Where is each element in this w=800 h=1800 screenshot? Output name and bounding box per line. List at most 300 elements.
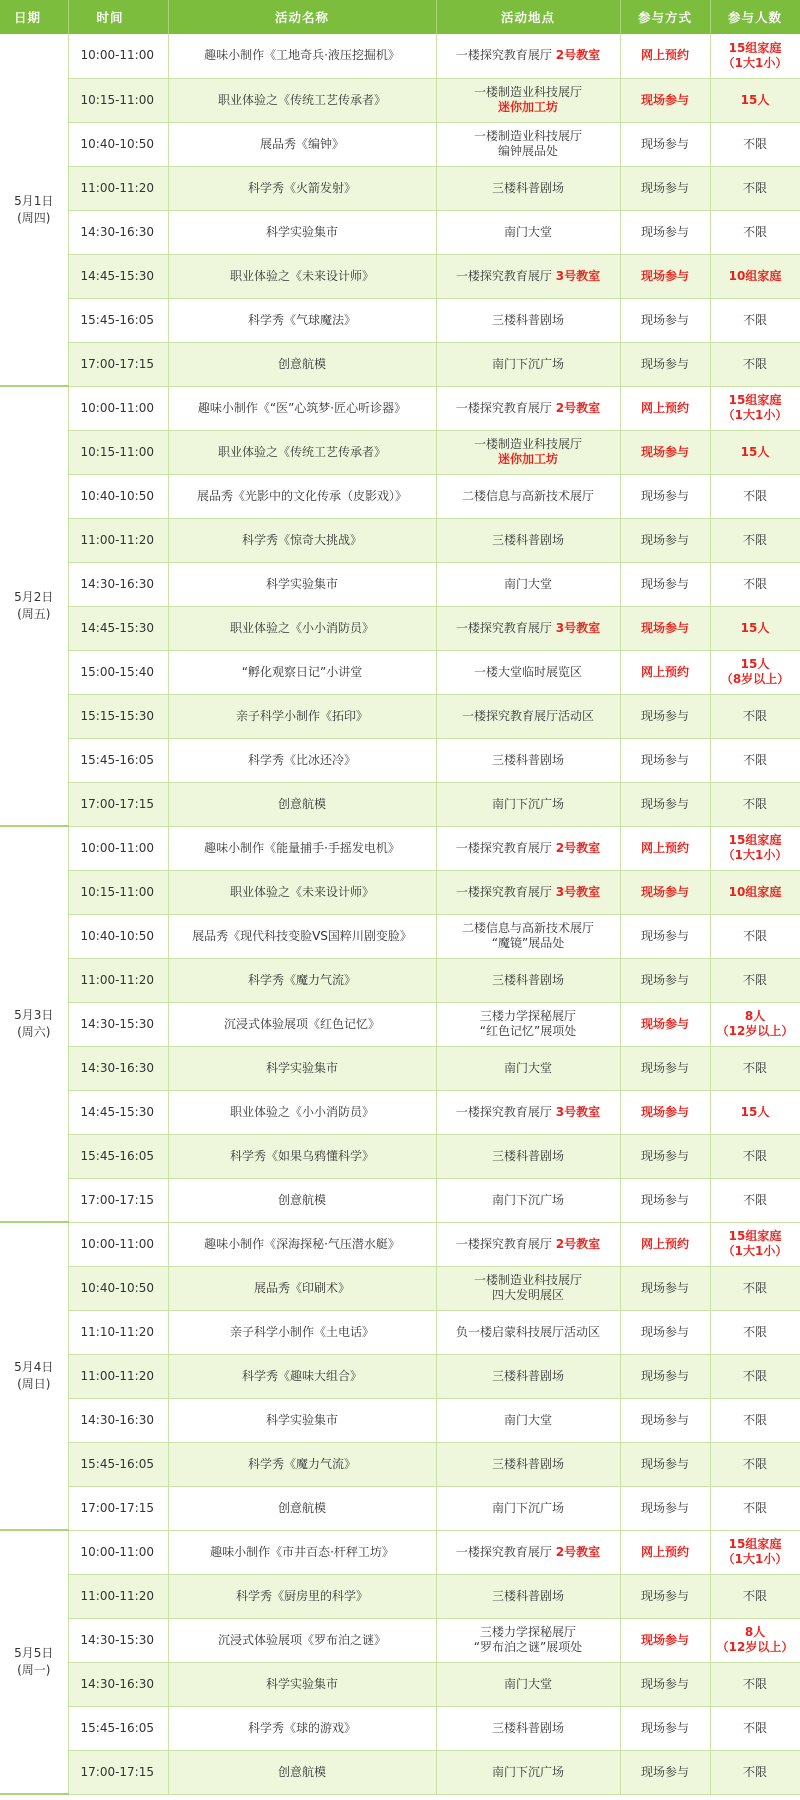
location-text: 一楼探究教育展厅 xyxy=(455,1104,552,1119)
activity-name-cell: 亲子科学小制作《土电话》 xyxy=(168,1310,436,1354)
location-cell xyxy=(436,782,620,826)
location-cell xyxy=(436,1046,620,1090)
participant-count-cell xyxy=(710,298,800,342)
location-line xyxy=(441,225,616,240)
count-text: 15人 xyxy=(740,444,770,459)
participant-count-cell xyxy=(710,826,800,870)
participation-mode-cell: 现场参与 xyxy=(620,694,710,738)
activity-name-cell: 科学秀《惊奇大挑战》 xyxy=(168,518,436,562)
time-cell: 11:00-11:20 xyxy=(68,166,168,210)
count-text: 10组家庭 xyxy=(728,268,782,283)
activity-name-cell: 职业体验之《传统工艺传承者》 xyxy=(168,78,436,122)
table-row xyxy=(0,1310,800,1354)
participant-count-cell xyxy=(710,342,800,386)
date-label: 5月4日 xyxy=(14,1360,54,1374)
activity-name-cell: 科学秀《比冰还冷》 xyxy=(168,738,436,782)
location-cell xyxy=(436,474,620,518)
participation-mode-cell: 现场参与 xyxy=(620,1398,710,1442)
time-cell: 15:00-15:40 xyxy=(68,650,168,694)
table-row xyxy=(0,1090,800,1134)
table-row xyxy=(0,122,800,166)
count-text: 8人 xyxy=(744,1009,766,1023)
location-text: 负一楼启蒙科技展厅活动区 xyxy=(455,1324,600,1339)
weekday-label: (周六) xyxy=(17,1025,51,1039)
count-text: 不限 xyxy=(742,1676,767,1691)
workshop-text: 迷你加工坊 xyxy=(497,100,558,114)
participation-mode-cell: 网上预约 xyxy=(620,1530,710,1574)
participation-mode-cell: 现场参与 xyxy=(620,518,710,562)
activity-name-cell: 创意航模 xyxy=(168,1750,436,1794)
time-cell: 10:15-11:00 xyxy=(68,78,168,122)
participant-count-cell xyxy=(710,782,800,826)
participant-count-cell xyxy=(710,1222,800,1266)
time-cell: 11:00-11:20 xyxy=(68,518,168,562)
participation-mode-cell: 现场参与 xyxy=(620,1178,710,1222)
location-line xyxy=(441,181,616,196)
header-location: 活动地点 xyxy=(436,0,620,34)
location-text: 三楼科普剧场 xyxy=(491,1456,564,1471)
participation-mode-cell: 现场参与 xyxy=(620,1706,710,1750)
location-text: 三楼力学探秘展厅 xyxy=(479,1009,576,1023)
table-row xyxy=(0,1002,800,1046)
location-text: 一楼制造业科技展厅 xyxy=(473,129,582,143)
table-body xyxy=(0,34,800,1794)
time-cell: 14:30-16:30 xyxy=(68,1662,168,1706)
participant-count-cell xyxy=(710,78,800,122)
activity-name-cell: 科学实验集市 xyxy=(168,562,436,606)
count-text: 不限 xyxy=(742,1456,767,1471)
participation-mode-cell: 现场参与 xyxy=(620,1750,710,1794)
count-text: 15组家庭 xyxy=(728,1229,782,1243)
table-row xyxy=(0,1662,800,1706)
location-cell xyxy=(436,606,620,650)
location-text: 三楼科普剧场 xyxy=(491,1720,564,1735)
participant-count-cell xyxy=(710,1486,800,1530)
count-text: 8人 xyxy=(744,1625,766,1639)
location-text: 南门大堂 xyxy=(503,576,552,591)
location-line xyxy=(441,665,616,680)
table-row xyxy=(0,474,800,518)
location-cell xyxy=(436,430,620,474)
activity-name-cell: 职业体验之《小小消防员》 xyxy=(168,1090,436,1134)
participation-mode-cell: 现场参与 xyxy=(620,782,710,826)
location-text: 二楼信息与高新技术展厅 xyxy=(461,488,594,503)
participant-count-cell xyxy=(710,1002,800,1046)
classroom-text: 2号教室 xyxy=(555,840,601,855)
activity-name-cell: 职业体验之《传统工艺传承者》 xyxy=(168,430,436,474)
header-count: 参与人数 xyxy=(710,0,800,34)
location-cell xyxy=(436,914,620,958)
location-detail-text: “红色记忆”展项处 xyxy=(479,1024,577,1038)
count-text: 不限 xyxy=(742,1720,767,1735)
table-row xyxy=(0,826,800,870)
participation-mode-cell: 现场参与 xyxy=(620,1618,710,1662)
location-text: 一楼探究教育展厅 xyxy=(455,268,552,283)
participant-count-cell xyxy=(710,738,800,782)
participant-count-cell xyxy=(710,1662,800,1706)
participant-count-cell xyxy=(710,914,800,958)
count-text: 不限 xyxy=(742,180,767,195)
classroom-text: 2号教室 xyxy=(555,48,601,63)
participation-mode-cell: 现场参与 xyxy=(620,1662,710,1706)
time-cell: 14:45-15:30 xyxy=(68,1090,168,1134)
location-line xyxy=(441,1273,616,1288)
participation-mode-cell: 现场参与 xyxy=(620,914,710,958)
location-text: 一楼制造业科技展厅 xyxy=(473,85,582,99)
location-cell xyxy=(436,1178,620,1222)
activity-name-cell: 展品秀《编钟》 xyxy=(168,122,436,166)
location-text: 一楼探究教育展厅 xyxy=(455,620,552,635)
date-label: 5月1日 xyxy=(14,193,54,208)
activity-name-cell: 亲子科学小制作《拓印》 xyxy=(168,694,436,738)
participation-mode-cell: 现场参与 xyxy=(620,738,710,782)
time-cell: 17:00-17:15 xyxy=(68,782,168,826)
time-cell: 10:00-11:00 xyxy=(68,34,168,78)
participant-count-cell xyxy=(710,694,800,738)
location-line xyxy=(441,797,616,812)
participant-count-cell xyxy=(710,518,800,562)
location-cell xyxy=(436,386,620,430)
table-row xyxy=(0,1442,800,1486)
location-cell xyxy=(436,1222,620,1266)
classroom-text: 3号教室 xyxy=(555,884,601,899)
location-cell xyxy=(436,738,620,782)
location-text: 一楼探究教育展厅 xyxy=(455,48,552,63)
table-row xyxy=(0,1530,800,1574)
time-cell: 14:30-16:30 xyxy=(68,210,168,254)
location-text: 南门下沉广场 xyxy=(491,356,564,371)
table-row xyxy=(0,386,800,430)
location-cell xyxy=(436,254,620,298)
participation-mode-cell: 现场参与 xyxy=(620,1354,710,1398)
count-text: 不限 xyxy=(742,972,767,987)
count-text: 不限 xyxy=(742,1500,767,1515)
time-cell: 10:15-11:00 xyxy=(68,870,168,914)
participant-count-cell xyxy=(710,1530,800,1574)
participation-mode-cell: 网上预约 xyxy=(620,650,710,694)
activity-name-cell: 展品秀《印刷术》 xyxy=(168,1266,436,1310)
participation-mode-cell: 网上预约 xyxy=(620,34,710,78)
count-text: 不限 xyxy=(742,356,767,371)
count-text: 15组家庭 xyxy=(728,833,782,847)
time-cell: 14:30-16:30 xyxy=(68,1046,168,1090)
table-row xyxy=(0,870,800,914)
participation-mode-cell: 现场参与 xyxy=(620,474,710,518)
time-cell: 11:10-11:20 xyxy=(68,1310,168,1354)
time-cell: 17:00-17:15 xyxy=(68,1750,168,1794)
location-line xyxy=(441,841,616,856)
count-text: 15组家庭 xyxy=(728,40,782,55)
location-cell xyxy=(436,1530,620,1574)
location-cell xyxy=(436,562,620,606)
time-cell: 10:40-10:50 xyxy=(68,122,168,166)
location-text: 南门下沉广场 xyxy=(491,796,564,811)
location-line xyxy=(441,1457,616,1472)
location-text: 一楼探究教育展厅活动区 xyxy=(461,708,594,723)
count-text: 不限 xyxy=(742,1368,767,1383)
table-row xyxy=(0,782,800,826)
location-text: 一楼制造业科技展厅 xyxy=(473,1273,582,1287)
location-cell xyxy=(436,78,620,122)
count-text: 不限 xyxy=(742,136,767,151)
activity-name-cell: 科学秀《趣味大组合》 xyxy=(168,1354,436,1398)
participant-count-cell xyxy=(710,1266,800,1310)
location-text: 南门大堂 xyxy=(503,1412,552,1427)
activity-name-cell: 沉浸式体验展项《罗布泊之谜》 xyxy=(168,1618,436,1662)
participation-mode-cell: 现场参与 xyxy=(620,870,710,914)
location-text: 三楼科普剧场 xyxy=(491,312,564,327)
participant-count-cell xyxy=(710,386,800,430)
participant-count-cell xyxy=(710,1178,800,1222)
location-line xyxy=(441,577,616,592)
activity-name-cell: “孵化观察日记”小讲堂 xyxy=(168,650,436,694)
location-text: 三楼科普剧场 xyxy=(491,752,564,767)
location-line xyxy=(441,401,616,416)
participant-count-cell xyxy=(710,562,800,606)
table-row xyxy=(0,958,800,1002)
participant-count-cell xyxy=(710,870,800,914)
participation-mode-cell: 现场参与 xyxy=(620,606,710,650)
location-line xyxy=(441,437,616,452)
location-cell xyxy=(436,1002,620,1046)
location-text: 一楼大堂临时展览区 xyxy=(473,664,582,679)
activity-name-cell: 创意航模 xyxy=(168,782,436,826)
time-cell: 14:30-15:30 xyxy=(68,1002,168,1046)
table-row xyxy=(0,1398,800,1442)
table-header xyxy=(0,0,800,34)
count-text: 不限 xyxy=(742,488,767,503)
participant-count-cell xyxy=(710,1090,800,1134)
activity-name-cell: 展品秀《现代科技变脸VS国粹川剧变脸》 xyxy=(168,914,436,958)
participant-count-cell xyxy=(710,254,800,298)
participation-mode-cell: 现场参与 xyxy=(620,1090,710,1134)
location-line xyxy=(441,1625,616,1640)
activity-name-cell: 趣味小制作《能量捕手·手摇发电机》 xyxy=(168,826,436,870)
participant-count-cell xyxy=(710,1134,800,1178)
location-line xyxy=(441,1325,616,1340)
table-row xyxy=(0,914,800,958)
location-line xyxy=(441,973,616,988)
count-note-text: （8岁以上） xyxy=(720,672,790,686)
count-text: 10组家庭 xyxy=(728,884,782,899)
activity-name-cell: 职业体验之《小小消防员》 xyxy=(168,606,436,650)
participant-count-cell xyxy=(710,1310,800,1354)
count-note-text: （1大1小） xyxy=(722,55,788,70)
participant-count-cell xyxy=(710,650,800,694)
weekday-label: (周四) xyxy=(17,210,51,225)
location-cell xyxy=(436,694,620,738)
time-cell: 17:00-17:15 xyxy=(68,1486,168,1530)
location-line xyxy=(441,1589,616,1604)
table-row xyxy=(0,1750,800,1794)
location-cell xyxy=(436,958,620,1002)
count-text: 15人 xyxy=(740,620,770,635)
participant-count-cell xyxy=(710,1398,800,1442)
table-row xyxy=(0,1046,800,1090)
count-text: 不限 xyxy=(742,1764,767,1779)
table-row xyxy=(0,1178,800,1222)
location-text: 南门下沉广场 xyxy=(491,1500,564,1515)
count-text: 不限 xyxy=(742,1060,767,1075)
activity-name-cell: 创意航模 xyxy=(168,1178,436,1222)
location-cell xyxy=(436,826,620,870)
location-cell xyxy=(436,166,620,210)
location-cell xyxy=(436,210,620,254)
participation-mode-cell: 网上预约 xyxy=(620,386,710,430)
location-cell xyxy=(436,650,620,694)
time-cell: 15:45-16:05 xyxy=(68,738,168,782)
location-line xyxy=(441,1369,616,1384)
activity-name-cell: 展品秀《光影中的文化传承（皮影戏）》 xyxy=(168,474,436,518)
participant-count-cell xyxy=(710,474,800,518)
location-cell xyxy=(436,1486,620,1530)
table-row xyxy=(0,1618,800,1662)
date-label: 5月5日 xyxy=(14,1646,54,1660)
count-note-text: （12岁以上） xyxy=(716,1640,794,1654)
header-date: 日期 xyxy=(0,0,68,34)
participation-mode-cell: 现场参与 xyxy=(620,1486,710,1530)
participation-mode-cell: 网上预约 xyxy=(620,826,710,870)
activity-name-cell: 科学秀《如果乌鸦懂科学》 xyxy=(168,1134,436,1178)
count-text: 不限 xyxy=(742,532,767,547)
header-time: 时间 xyxy=(68,0,168,34)
location-text: 三楼科普剧场 xyxy=(491,1588,564,1603)
date-label: 5月2日 xyxy=(14,590,54,604)
location-cell xyxy=(436,1750,620,1794)
location-text: 南门大堂 xyxy=(503,224,552,239)
time-cell: 17:00-17:15 xyxy=(68,342,168,386)
participation-mode-cell: 现场参与 xyxy=(620,1442,710,1486)
participation-mode-cell: 现场参与 xyxy=(620,1310,710,1354)
location-line xyxy=(441,1721,616,1736)
time-cell: 10:00-11:00 xyxy=(68,1530,168,1574)
participation-mode-cell: 现场参与 xyxy=(620,562,710,606)
participant-count-cell xyxy=(710,1706,800,1750)
activity-name-cell: 科学实验集市 xyxy=(168,1398,436,1442)
time-cell: 11:00-11:20 xyxy=(68,1354,168,1398)
table-row xyxy=(0,518,800,562)
table-row xyxy=(0,1222,800,1266)
date-cell xyxy=(0,826,68,1222)
count-note-text: （1大1小） xyxy=(722,408,788,422)
participation-mode-cell: 现场参与 xyxy=(620,1266,710,1310)
location-detail-text: 四大发明展区 xyxy=(491,1288,564,1302)
time-cell: 11:00-11:20 xyxy=(68,1574,168,1618)
location-cell xyxy=(436,1090,620,1134)
participant-count-cell xyxy=(710,1442,800,1486)
location-line xyxy=(441,1413,616,1428)
time-cell: 15:15-15:30 xyxy=(68,694,168,738)
location-line xyxy=(441,48,616,63)
time-cell: 10:15-11:00 xyxy=(68,430,168,474)
participation-mode-cell: 现场参与 xyxy=(620,430,710,474)
location-line xyxy=(441,1061,616,1076)
count-text: 15组家庭 xyxy=(728,393,782,407)
time-cell: 15:45-16:05 xyxy=(68,1134,168,1178)
table-row xyxy=(0,1574,800,1618)
time-cell: 10:00-11:00 xyxy=(68,826,168,870)
time-cell: 15:45-16:05 xyxy=(68,1442,168,1486)
location-detail-text: 编钟展品处 xyxy=(497,144,558,158)
time-cell: 17:00-17:15 xyxy=(68,1178,168,1222)
activity-name-cell: 趣味小制作《市井百态·杆秤工坊》 xyxy=(168,1530,436,1574)
date-label: 5月3日 xyxy=(14,1008,54,1022)
location-cell xyxy=(436,298,620,342)
table-row xyxy=(0,606,800,650)
location-text: 一楼探究教育展厅 xyxy=(455,400,552,415)
activity-name-cell: 科学秀《气球魔法》 xyxy=(168,298,436,342)
count-text: 不限 xyxy=(742,224,767,239)
activity-name-cell: 创意航模 xyxy=(168,342,436,386)
activity-name-cell: 职业体验之《未来设计师》 xyxy=(168,254,436,298)
count-text: 不限 xyxy=(742,796,767,811)
time-cell: 10:40-10:50 xyxy=(68,914,168,958)
count-text: 15组家庭 xyxy=(728,1537,782,1551)
location-cell xyxy=(436,342,620,386)
classroom-text: 3号教室 xyxy=(555,620,601,635)
location-text: 三楼力学探秘展厅 xyxy=(479,1625,576,1639)
location-text: 南门大堂 xyxy=(503,1676,552,1691)
participant-count-cell xyxy=(710,958,800,1002)
activity-name-cell: 沉浸式体验展项《红色记忆》 xyxy=(168,1002,436,1046)
location-cell xyxy=(436,1266,620,1310)
participation-mode-cell: 网上预约 xyxy=(620,1222,710,1266)
participation-mode-cell: 现场参与 xyxy=(620,210,710,254)
activity-name-cell: 科学实验集市 xyxy=(168,1662,436,1706)
participation-mode-cell: 现场参与 xyxy=(620,254,710,298)
count-text: 不限 xyxy=(742,1324,767,1339)
participant-count-cell xyxy=(710,1574,800,1618)
location-line xyxy=(441,1105,616,1120)
participation-mode-cell: 现场参与 xyxy=(620,78,710,122)
location-text: 三楼科普剧场 xyxy=(491,532,564,547)
table-row xyxy=(0,342,800,386)
location-cell xyxy=(436,1442,620,1486)
participation-mode-cell: 现场参与 xyxy=(620,166,710,210)
activity-name-cell: 科学秀《球的游戏》 xyxy=(168,1706,436,1750)
location-detail-text: “罗布泊之谜”展项处 xyxy=(473,1640,583,1654)
count-text: 不限 xyxy=(742,576,767,591)
table-row xyxy=(0,1354,800,1398)
count-text: 15人 xyxy=(740,657,770,671)
location-cell xyxy=(436,34,620,78)
classroom-text: 2号教室 xyxy=(555,1544,601,1559)
activity-name-cell: 科学秀《厨房里的科学》 xyxy=(168,1574,436,1618)
location-text: 三楼科普剧场 xyxy=(491,972,564,987)
table-row xyxy=(0,562,800,606)
table-row xyxy=(0,34,800,78)
header-name: 活动名称 xyxy=(168,0,436,34)
time-cell: 14:30-15:30 xyxy=(68,1618,168,1662)
count-text: 不限 xyxy=(742,1192,767,1207)
participant-count-cell xyxy=(710,1750,800,1794)
participant-count-cell xyxy=(710,606,800,650)
time-cell: 10:40-10:50 xyxy=(68,474,168,518)
activity-name-cell: 科学秀《魔力气流》 xyxy=(168,958,436,1002)
location-cell xyxy=(436,870,620,914)
participant-count-cell xyxy=(710,34,800,78)
location-text: 南门下沉广场 xyxy=(491,1192,564,1207)
date-cell xyxy=(0,1222,68,1530)
table-row xyxy=(0,650,800,694)
count-note-text: （12岁以上） xyxy=(716,1024,794,1038)
table-row xyxy=(0,78,800,122)
activity-name-cell: 职业体验之《未来设计师》 xyxy=(168,870,436,914)
location-line xyxy=(441,357,616,372)
table-row xyxy=(0,254,800,298)
participant-count-cell xyxy=(710,430,800,474)
header-mode: 参与方式 xyxy=(620,0,710,34)
